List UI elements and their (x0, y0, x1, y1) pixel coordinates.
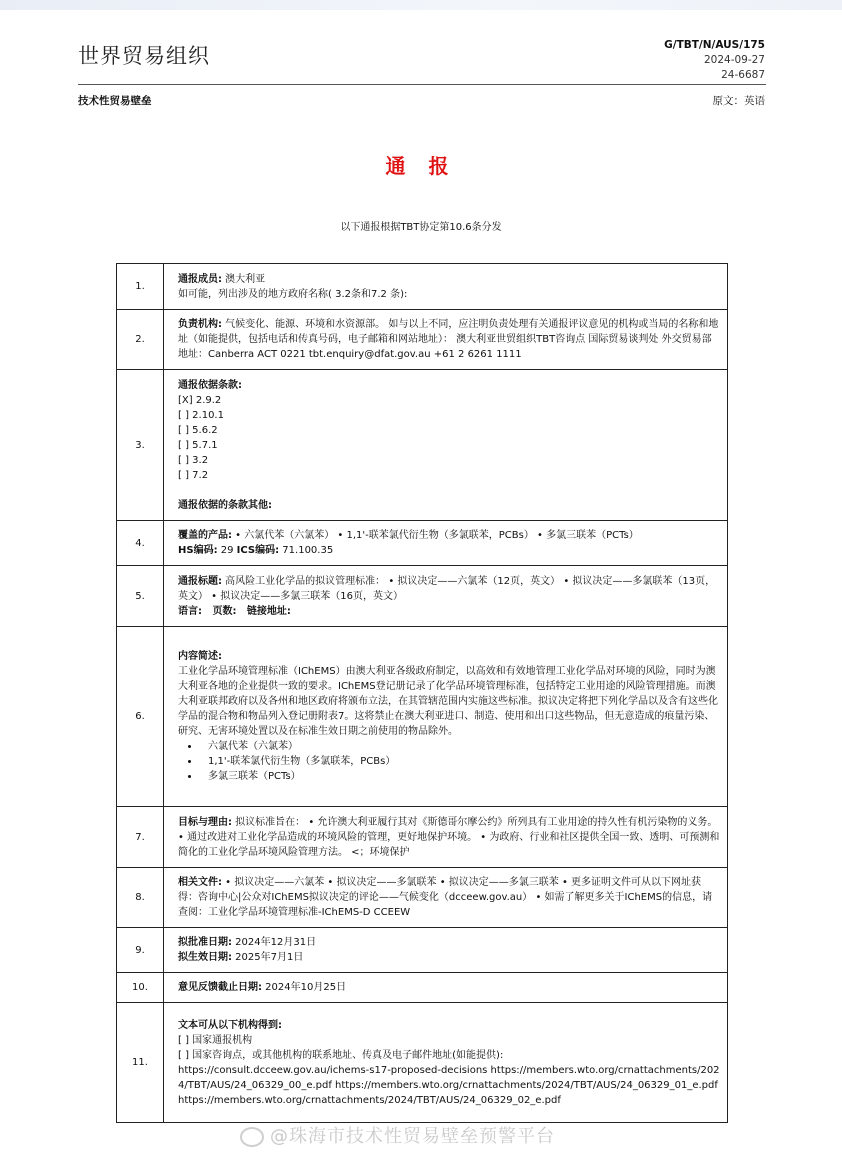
original-language: 原文：英语 (712, 95, 765, 107)
watermark (240, 1122, 555, 1148)
row-content (164, 521, 728, 566)
table-row (117, 973, 728, 1003)
field-value: 高风险工业化学品的拟议管理标准： • 拟议决定——六氯苯（12页，英文） • 拟议决定——多氯联苯（13页，英文） • 拟议决定——多氯三联苯（16页，英文） (178, 575, 716, 602)
field-label: 覆盖的产品: (178, 530, 232, 541)
field-label: 内容简述: (178, 651, 222, 662)
checkbox-option: [ ] 5.7.1 (178, 439, 218, 451)
row-content (164, 310, 728, 370)
hs-code: 29 (217, 545, 237, 556)
checkbox-option: [ ] 3.2 (178, 454, 209, 466)
top-bar (0, 0, 842, 10)
document-reference (664, 38, 765, 83)
row-number: 10. (117, 973, 164, 1003)
row-content (164, 928, 728, 973)
effective-date: 2025年7月1日 (232, 952, 304, 963)
row-content (164, 264, 728, 310)
field-value: 气候变化、能源、环境和水资源部。 如与以上不同，应注明负责处理有关通报评议意见的机构或当局的名称和地址（如能提供，包括电话和传真号码，电子邮箱和网站地址）： 澳大利亚世贸组织TBT咨询点 国际贸易谈判处 外交贸易部 地址：Canberra ACT 0221 tbt.enquiry@dfat.gov.au +61 2 6261 1111 (178, 319, 719, 360)
field-label: 通报成员: (178, 273, 222, 285)
field-value: • 六氯代苯（六氯苯） • 1,1'-联苯氯代衍生物（多氯联苯，PCBs） • 多氯三联苯（PCTs） (232, 530, 639, 541)
row-content (164, 868, 728, 928)
org-title: 世界贸易组织 (78, 44, 210, 68)
weibo-icon (240, 1127, 264, 1147)
table-row (117, 807, 728, 868)
row-number: 1. (117, 264, 164, 310)
table-row (117, 566, 728, 627)
notification-table (116, 263, 728, 1123)
field-label: 页数: (212, 605, 237, 617)
field-label: 通报依据条款: (178, 379, 242, 391)
table-row (117, 310, 728, 370)
list-item: • 多氯三联苯（PCTs） (200, 769, 721, 784)
row-number: 7. (117, 807, 164, 868)
table-row (117, 627, 728, 807)
watermark-text: @珠海市技术性贸易壁垒预警平台 (270, 1126, 555, 1147)
field-label: 语言: (178, 605, 202, 617)
page-title: 通 报 (385, 154, 457, 178)
table-row (117, 521, 728, 566)
approval-date: 2024年12月31日 (232, 937, 317, 948)
row-number: 3. (117, 370, 164, 521)
field-label: 拟生效日期: (178, 952, 232, 963)
document-date: 2024-09-27 (703, 54, 765, 66)
table-row (117, 928, 728, 973)
document-symbol: G/TBT/N/AUS/175 (664, 39, 765, 51)
table-row (117, 370, 728, 521)
comment-deadline: 2024年10月25日 (262, 982, 347, 993)
document-links[interactable]: https://consult.dcceew.gov.au/ichems-s17-proposed-decisions https://members.wto.org/crnattachments/2024/TBT/AUS/24_06329_00_e.pdf https://members.wto.org/crnattachments/2024/TBT/AUS/24_06329_01_e.pdf https://members.wto.org/crnattachments/2024/TBT/AUS/24_06329_02_e.pdf (178, 1064, 720, 1106)
row-content (164, 807, 728, 868)
checkbox-option: [ ] 2.10.1 (178, 409, 224, 421)
field-label: 目标与理由: (178, 816, 232, 828)
row-number: 8. (117, 868, 164, 928)
field-label: 链接地址: (246, 605, 291, 617)
list-item: • 1,1'-联苯氯代衍生物（多氯联苯，PCBs） (200, 754, 721, 769)
field-label: 负责机构: (178, 319, 222, 330)
field-label: 通报标题: (178, 575, 222, 587)
field-note: 如可能，列出涉及的地方政府名称( 3.2条和7.2 条): (178, 288, 408, 300)
field-label: 通报依据的条款其他: (178, 499, 272, 511)
checkbox-option: [ ] 5.6.2 (178, 424, 218, 436)
header-divider (78, 84, 766, 85)
document-number: 24-6687 (721, 69, 765, 81)
field-label: 意见反馈截止日期: (178, 982, 262, 993)
row-content (164, 627, 728, 807)
row-content (164, 566, 728, 627)
ics-code: 71.100.35 (279, 545, 334, 556)
field-value: 工业化学品环境管理标准（IChEMS）由澳大利亚各级政府制定，以高效和有效地管理工业化学品对环境的风险，同时为澳大利亚各地的企业提供一致的要求。IChEMS登记册记录了化学品环境管理标准，包括特定工业用途的风险管理措施。而澳大利亚联邦政府以及各州和地区政府将颁布立法，在其管辖范围内实施这些标准。拟议决定将把下列化学品以及含有这些化学品的混合物和物品列入登记册附表7。这将禁止在澳大利亚进口、制造、使用和出口这些物品，但无意造成的痕量污染、研究、无害环境处置以及在标准生效日期之前使用的物品除外。 (178, 666, 718, 737)
row-number: 5. (117, 566, 164, 627)
field-label: 相关文件: (178, 877, 222, 888)
checkbox-option: [ ] 国家通报机构 (178, 1034, 253, 1046)
checkbox-option: [X] 2.9.2 (178, 394, 222, 406)
committee-name: 技术性贸易壁垒 (78, 95, 152, 107)
field-label: 拟批准日期: (178, 937, 232, 948)
row-number: 2. (117, 310, 164, 370)
row-number: 6. (117, 627, 164, 807)
field-label: HS编码: (178, 545, 218, 556)
checkbox-option: [ ] 国家咨询点，或其他机构的联系地址、传真及电子邮件地址(如能提供): (178, 1049, 504, 1061)
field-value: 澳大利亚 (222, 273, 266, 285)
table-row (117, 868, 728, 928)
field-label: 文本可从以下机构得到: (178, 1019, 282, 1031)
table-row (117, 1003, 728, 1123)
intro-text: 以下通报根据TBT协定第10.6条分发 (340, 222, 502, 233)
row-number: 11. (117, 1003, 164, 1123)
row-number: 4. (117, 521, 164, 566)
row-number: 9. (117, 928, 164, 973)
field-label: ICS编码: (236, 545, 280, 556)
field-value: 拟议标准旨在： • 允许澳大利亚履行其对《斯德哥尔摩公约》所列具有工业用途的持久性有机污染物的义务。 • 通过改进对工业化学品造成的环境风险的管理，更好地保护环境。 • 为政府、行业和社区提供全国一致、透明、可预测和简化的工业化学品环境风险管理方法。 <；环境保护 (178, 816, 720, 858)
row-content (164, 370, 728, 521)
checkbox-option: [ ] 7.2 (178, 469, 209, 481)
table-row (117, 264, 728, 310)
field-value: • 拟议决定——六氯苯 • 拟议决定——多氯联苯 • 拟议决定——多氯三联苯 • 更多证明文件可从以下网址获得：咨询中心|公众对IChEMS拟议决定的评论——气候变化（dcceew.gov.au） • 如需了解更多关于IChEMS的信息，请查阅：工业化学品环境管理标准-IChEMS-D CCEEW (178, 877, 713, 918)
list-item: • 六氯代苯（六氯苯） (200, 739, 721, 754)
row-content (164, 973, 728, 1003)
row-content (164, 1003, 728, 1123)
chemical-list (178, 739, 721, 784)
